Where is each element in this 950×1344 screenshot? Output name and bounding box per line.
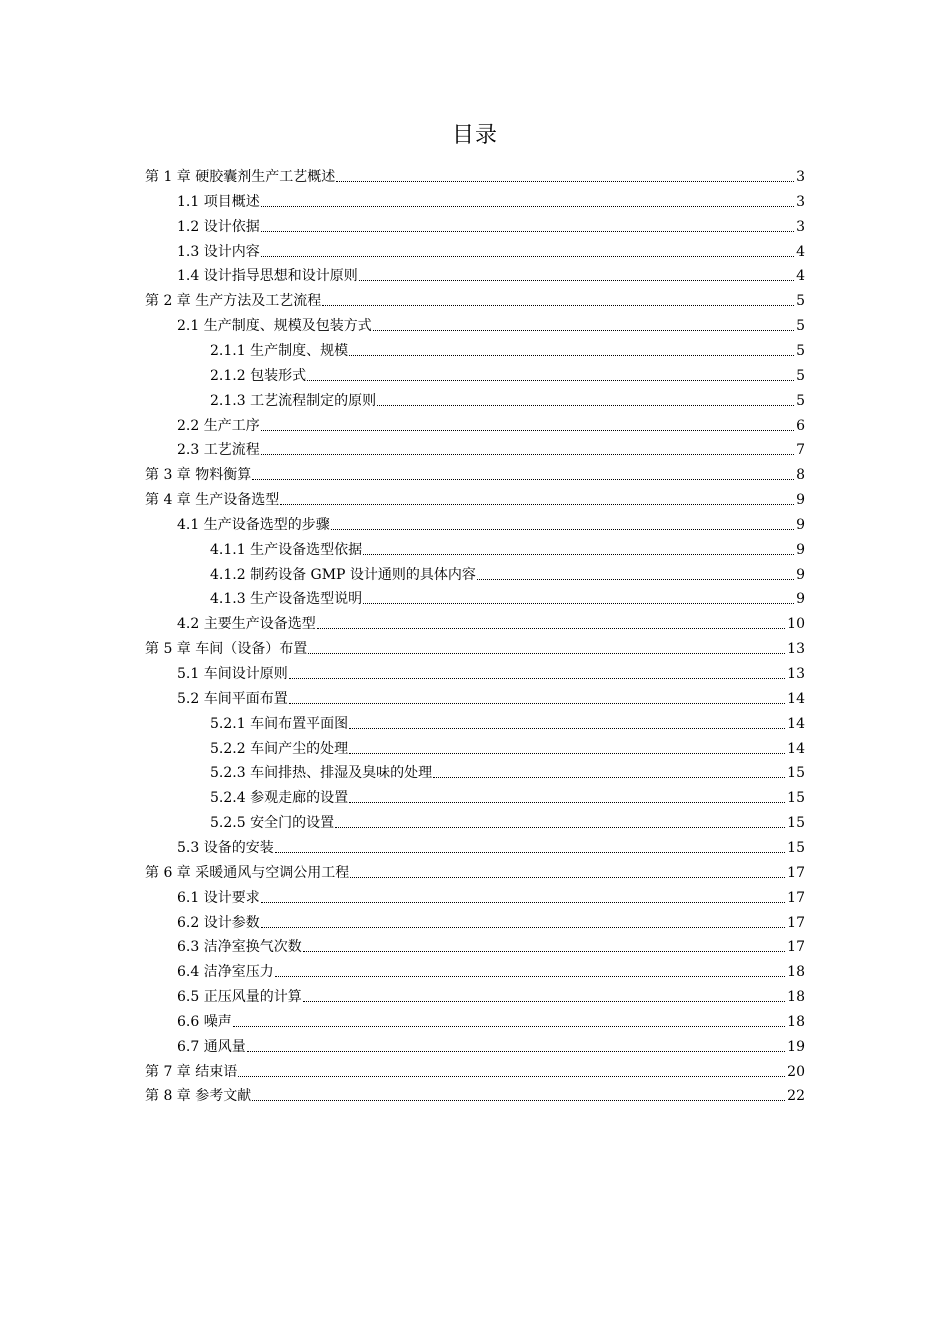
toc-page-number: 9 [796,541,805,558]
toc-page-number: 18 [787,989,805,1006]
toc-entry-level-1[interactable] [145,464,805,484]
toc-entry-label: 1.1 项目概述 [177,193,260,210]
toc-dot-leader [331,529,794,530]
toc-dot-leader [261,206,794,207]
toc-dot-leader [289,703,785,704]
toc-entry-level-3[interactable] [210,787,805,807]
toc-dot-leader [233,1026,785,1027]
toc-page-number: 10 [787,616,805,633]
toc-page-number: 18 [787,1013,805,1030]
toc-page-number: 5 [796,342,805,359]
toc-entry-label: 6.3 洁净室换气次数 [177,939,302,956]
toc-entry-label: 第 7 章 结束语 [145,1063,238,1080]
toc-dot-leader [349,802,785,803]
toc-dot-leader [261,430,794,431]
toc-entry-label: 2.3 工艺流程 [177,442,260,459]
toc-dot-leader [308,653,785,654]
toc-entry-level-2[interactable] [177,514,805,534]
toc-page-number: 3 [796,169,805,185]
toc-entry-label: 第 8 章 参考文献 [145,1088,252,1105]
toc-entry-level-2[interactable] [177,986,805,1006]
toc-entry-label: 2.2 生产工序 [177,417,260,434]
toc-dot-leader [261,902,785,903]
toc-dot-leader [275,852,785,853]
toc-page-number: 14 [787,740,805,757]
toc-dot-leader [477,579,794,580]
toc-entry-level-1[interactable] [145,489,805,509]
toc-page-number: 7 [796,442,805,459]
toc-entry-label: 第 1 章 硬胶囊剂生产工艺概述 [145,169,336,185]
toc-page-number: 4 [796,268,805,285]
toc-entry-label: 第 6 章 采暖通风与空调公用工程 [145,864,350,881]
toc-page-number: 4 [796,243,805,260]
toc-page-number: 15 [787,839,805,856]
toc-dot-leader [238,1076,785,1077]
toc-dot-leader [363,603,794,604]
toc-page-number: 17 [787,939,805,956]
toc-page-number: 13 [787,666,805,682]
toc-entry-label: 4.2 主要生产设备选型 [177,616,316,633]
toc-page-number: 9 [796,492,805,509]
toc-entry-label: 2.1.2 包装形式 [210,367,307,384]
toc-entry-level-3[interactable] [210,390,805,410]
toc-entry-level-2[interactable] [177,241,805,261]
toc-page-number: 17 [787,889,805,906]
toc-page-number: 15 [787,765,805,782]
toc-dot-leader [261,231,794,232]
toc-entry-level-3[interactable] [210,713,805,733]
toc-entry-label: 第 4 章 生产设备选型 [145,492,280,509]
toc-entry-level-2[interactable] [177,265,805,285]
toc-entry-level-2[interactable] [177,887,805,907]
toc-entry-label: 5.2.2 车间产尘的处理 [210,740,349,757]
toc-entry-level-2[interactable] [177,216,805,236]
toc-entry-level-3[interactable] [210,539,805,559]
toc-entry-level-2[interactable] [177,663,805,683]
toc-entry-level-2[interactable] [177,415,805,435]
toc-entry-level-2[interactable] [177,191,805,211]
toc-page-number: 17 [787,864,805,881]
toc-entry-level-2[interactable] [177,936,805,956]
toc-entry-level-1[interactable] [145,1061,805,1081]
toc-dot-leader [275,976,785,977]
toc-dot-leader [307,380,794,381]
toc-page-number: 18 [787,964,805,981]
toc-dot-leader [350,877,785,878]
toc-page-number: 20 [787,1063,805,1080]
toc-entry-label: 第 5 章 车间（设备）布置 [145,641,308,658]
toc-dot-leader [303,951,785,952]
toc-entry-level-1[interactable] [145,166,805,186]
toc-entry-level-2[interactable] [177,837,805,857]
toc-dot-leader [252,479,794,480]
toc-entry-level-1[interactable] [145,862,805,882]
toc-dot-leader [252,1100,785,1101]
toc-entry-level-3[interactable] [210,340,805,360]
toc-entry-level-2[interactable] [177,688,805,708]
toc-entry-level-2[interactable] [177,1036,805,1056]
toc-page-number: 15 [787,790,805,807]
toc-dot-leader [261,454,794,455]
toc-page-number: 5 [796,367,805,384]
toc-entry-level-3[interactable] [210,588,805,608]
toc-dot-leader [349,728,785,729]
toc-entry-level-2[interactable] [177,439,805,459]
toc-page-number: 5 [796,293,805,310]
toc-entry-label: 第 3 章 物料衡算 [145,467,252,484]
toc-entry-label: 5.2.3 车间排热、排湿及臭味的处理 [210,765,433,782]
toc-entry-level-3[interactable] [210,812,805,832]
toc-dot-leader [433,777,785,778]
toc-entry-label: 1.3 设计内容 [177,243,260,260]
toc-entry-label: 6.4 洁净室压力 [177,964,274,981]
toc-page-number: 22 [787,1088,805,1105]
toc-entry-level-3[interactable] [210,564,805,584]
toc-entry-level-2[interactable] [177,1011,805,1031]
toc-entry-label: 6.2 设计参数 [177,914,260,931]
toc-entry-level-3[interactable] [210,365,805,385]
toc-page-number: 3 [796,218,805,235]
toc-page-number: 14 [787,690,805,707]
toc-entry-label: 5.1 车间设计原则 [177,666,288,682]
toc-entry-label: 2.1.1 生产制度、规模 [210,342,349,359]
toc-dot-leader [349,753,785,754]
toc-entry-label: 6.5 正压风量的计算 [177,989,302,1006]
toc-page-number: 5 [796,318,805,335]
toc-entry-label: 5.2.5 安全门的设置 [210,815,335,832]
toc-entry-level-3[interactable] [210,762,805,782]
toc-page-number: 8 [796,467,805,484]
toc-dot-leader [359,280,794,281]
toc-entry-label: 5.3 设备的安装 [177,839,274,856]
toc-dot-leader [261,927,785,928]
toc-entry-label: 6.7 通风量 [177,1038,246,1055]
toc-dot-leader [377,405,794,406]
toc-dot-leader [322,305,794,306]
toc-page-number: 5 [796,392,805,409]
toc-entry-label: 4.1.2 制药设备 GMP 设计通则的具体内容 [210,566,476,583]
toc-dot-leader [373,330,794,331]
toc-entry-label: 1.4 设计指导思想和设计原则 [177,268,358,285]
toc-entry-label: 第 2 章 生产方法及工艺流程 [145,293,322,310]
toc-entry-level-1[interactable] [145,638,805,658]
toc-entry-level-3[interactable] [210,738,805,758]
toc-dot-leader [261,256,794,257]
toc-dot-leader [363,554,794,555]
toc-entry-level-2[interactable] [177,315,805,335]
toc-dot-leader [317,628,785,629]
toc-entry-level-2[interactable] [177,912,805,932]
toc-page-number: 14 [787,715,805,732]
toc-dot-leader [247,1051,785,1052]
toc-entry-label: 4.1.3 生产设备选型说明 [210,591,363,608]
toc-page-number: 13 [787,641,805,658]
toc-page-number: 9 [796,566,805,583]
toc-entry-label: 2.1.3 工艺流程制定的原则 [210,392,377,409]
toc-entry-label: 4.1 生产设备选型的步骤 [177,516,330,533]
toc-entry-level-2[interactable] [177,613,805,633]
toc-page-number: 9 [796,516,805,533]
toc-dot-leader [280,504,794,505]
toc-entry-label: 5.2.4 参观走廊的设置 [210,790,349,807]
toc-page-number: 19 [787,1038,805,1055]
toc-entry-label: 4.1.1 生产设备选型依据 [210,541,363,558]
toc-dot-leader [303,1001,785,1002]
toc-entry-label: 2.1 生产制度、规模及包装方式 [177,318,372,335]
toc-entry-label: 6.6 噪声 [177,1013,232,1030]
toc-entry-label: 1.2 设计依据 [177,218,260,235]
toc-title: 目录 [451,123,498,148]
toc-page-number: 15 [787,815,805,832]
toc-entry-label: 5.2.1 车间布置平面图 [210,715,349,732]
toc-page-number: 3 [796,193,805,210]
toc-entry-label: 6.1 设计要求 [177,889,260,906]
toc-entry-level-1[interactable] [145,1085,805,1105]
toc-dot-leader [289,678,785,679]
toc-entry-level-2[interactable] [177,961,805,981]
toc-page-number: 9 [796,591,805,608]
toc-dot-leader [349,355,794,356]
toc-entry-level-1[interactable] [145,290,805,310]
toc-page-number: 17 [787,914,805,931]
toc-page-number: 6 [796,417,805,434]
toc-dot-leader [335,827,785,828]
toc-entry-label: 5.2 车间平面布置 [177,690,288,707]
toc-dot-leader [336,181,794,182]
